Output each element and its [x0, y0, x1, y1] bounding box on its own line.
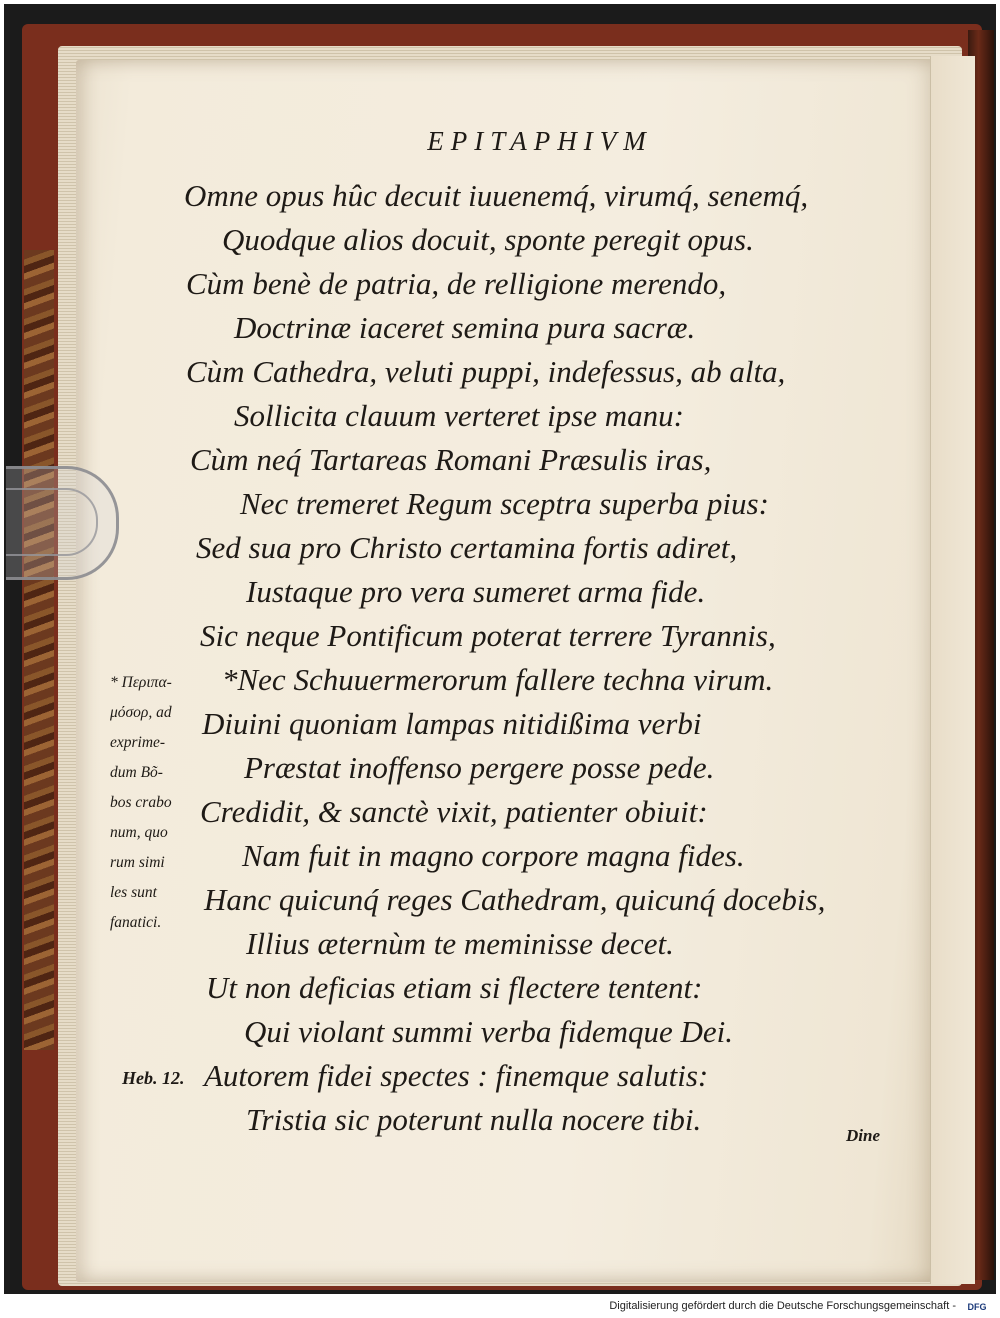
paper-clip-inner [6, 488, 98, 556]
margin-note-line: exprime- [110, 734, 166, 751]
verse-line: Nam fuit in magno corpore magna fides. [242, 838, 745, 873]
margin-note-line: dum Bõ- [110, 764, 163, 781]
verse-line: Cùm Cathedra, veluti puppi, indefessus, ab alta, [186, 354, 786, 389]
verse-line: Doctrinæ iaceret semina pura sacræ. [234, 310, 696, 345]
margin-note [110, 668, 206, 938]
verse-line: Sic neque Pontificum poterat terrere Tyrannis, [200, 618, 776, 653]
verse-line: Autorem fidei spectes : finemque salutis: [204, 1058, 709, 1093]
marbled-binding [24, 250, 54, 1050]
page-heading: EPITAPHIVM [427, 126, 653, 156]
verse-line: Cùm neq́ Tartareas Romani Præsulis iras, [190, 442, 712, 477]
margin-note-line: rum simi [110, 854, 165, 871]
margin-note-line: μόσορ, ad [110, 704, 172, 721]
verse-line: Cùm benè de patria, de relligione merendo, [186, 266, 727, 301]
verse-line: Illius æternùm te meminisse decet. [246, 926, 674, 961]
verse-line: Qui violant summi verba fidemque Dei. [244, 1014, 734, 1049]
catchword: Dine [846, 1126, 880, 1145]
margin-note-line: bos crabo [110, 794, 172, 811]
verse-line: Diuini quoniam lampas nitidißima verbi [202, 706, 702, 741]
margin-note-line: les sunt [110, 884, 157, 901]
verse-line: Præstat inoffenso pergere posse pede. [244, 750, 715, 785]
dfg-logo-icon: DFG [967, 1302, 987, 1312]
verse-line: *Nec Schuuermerorum fallere techna virum. [222, 662, 774, 697]
margin-note-line: num, quo [110, 824, 168, 841]
verse-line: Quodque alios docuit, sponte peregit opus. [222, 222, 754, 257]
verse-line: Nec tremeret Regum sceptra superba pius: [240, 486, 769, 521]
verse-line: Ut non deficias etiam si flectere tentent: [206, 970, 703, 1005]
funding-credit: Digitalisierung gefördert durch die Deutsche Forschungsgemeinschaft - [609, 1300, 956, 1312]
footer-bar [0, 1298, 1000, 1318]
verse-line: Sed sua pro Christo certamina fortis adiret, [196, 530, 738, 565]
verse-line: Sollicita clauum verteret ipse manu: [234, 398, 684, 433]
facing-page-edge [930, 56, 975, 1284]
margin-note-line: * Περιπα- [110, 674, 172, 691]
verse-line: Omne opus hûc decuit iuuenemq́, virumq́, senemq́, [184, 178, 809, 213]
margin-note-line: fanatici. [110, 914, 162, 931]
verse-line: Tristia sic poterunt nulla nocere tibi. [246, 1102, 702, 1137]
bible-reference: Heb. 12. [122, 1068, 185, 1088]
verse-line: Iustaque pro vera sumeret arma fide. [246, 574, 706, 609]
verse-line: Credidit, & sanctè vixit, patienter obiuit: [200, 794, 708, 829]
verse-line: Hanc quicunq́ reges Cathedram, quicunq́ docebis, [204, 882, 826, 917]
